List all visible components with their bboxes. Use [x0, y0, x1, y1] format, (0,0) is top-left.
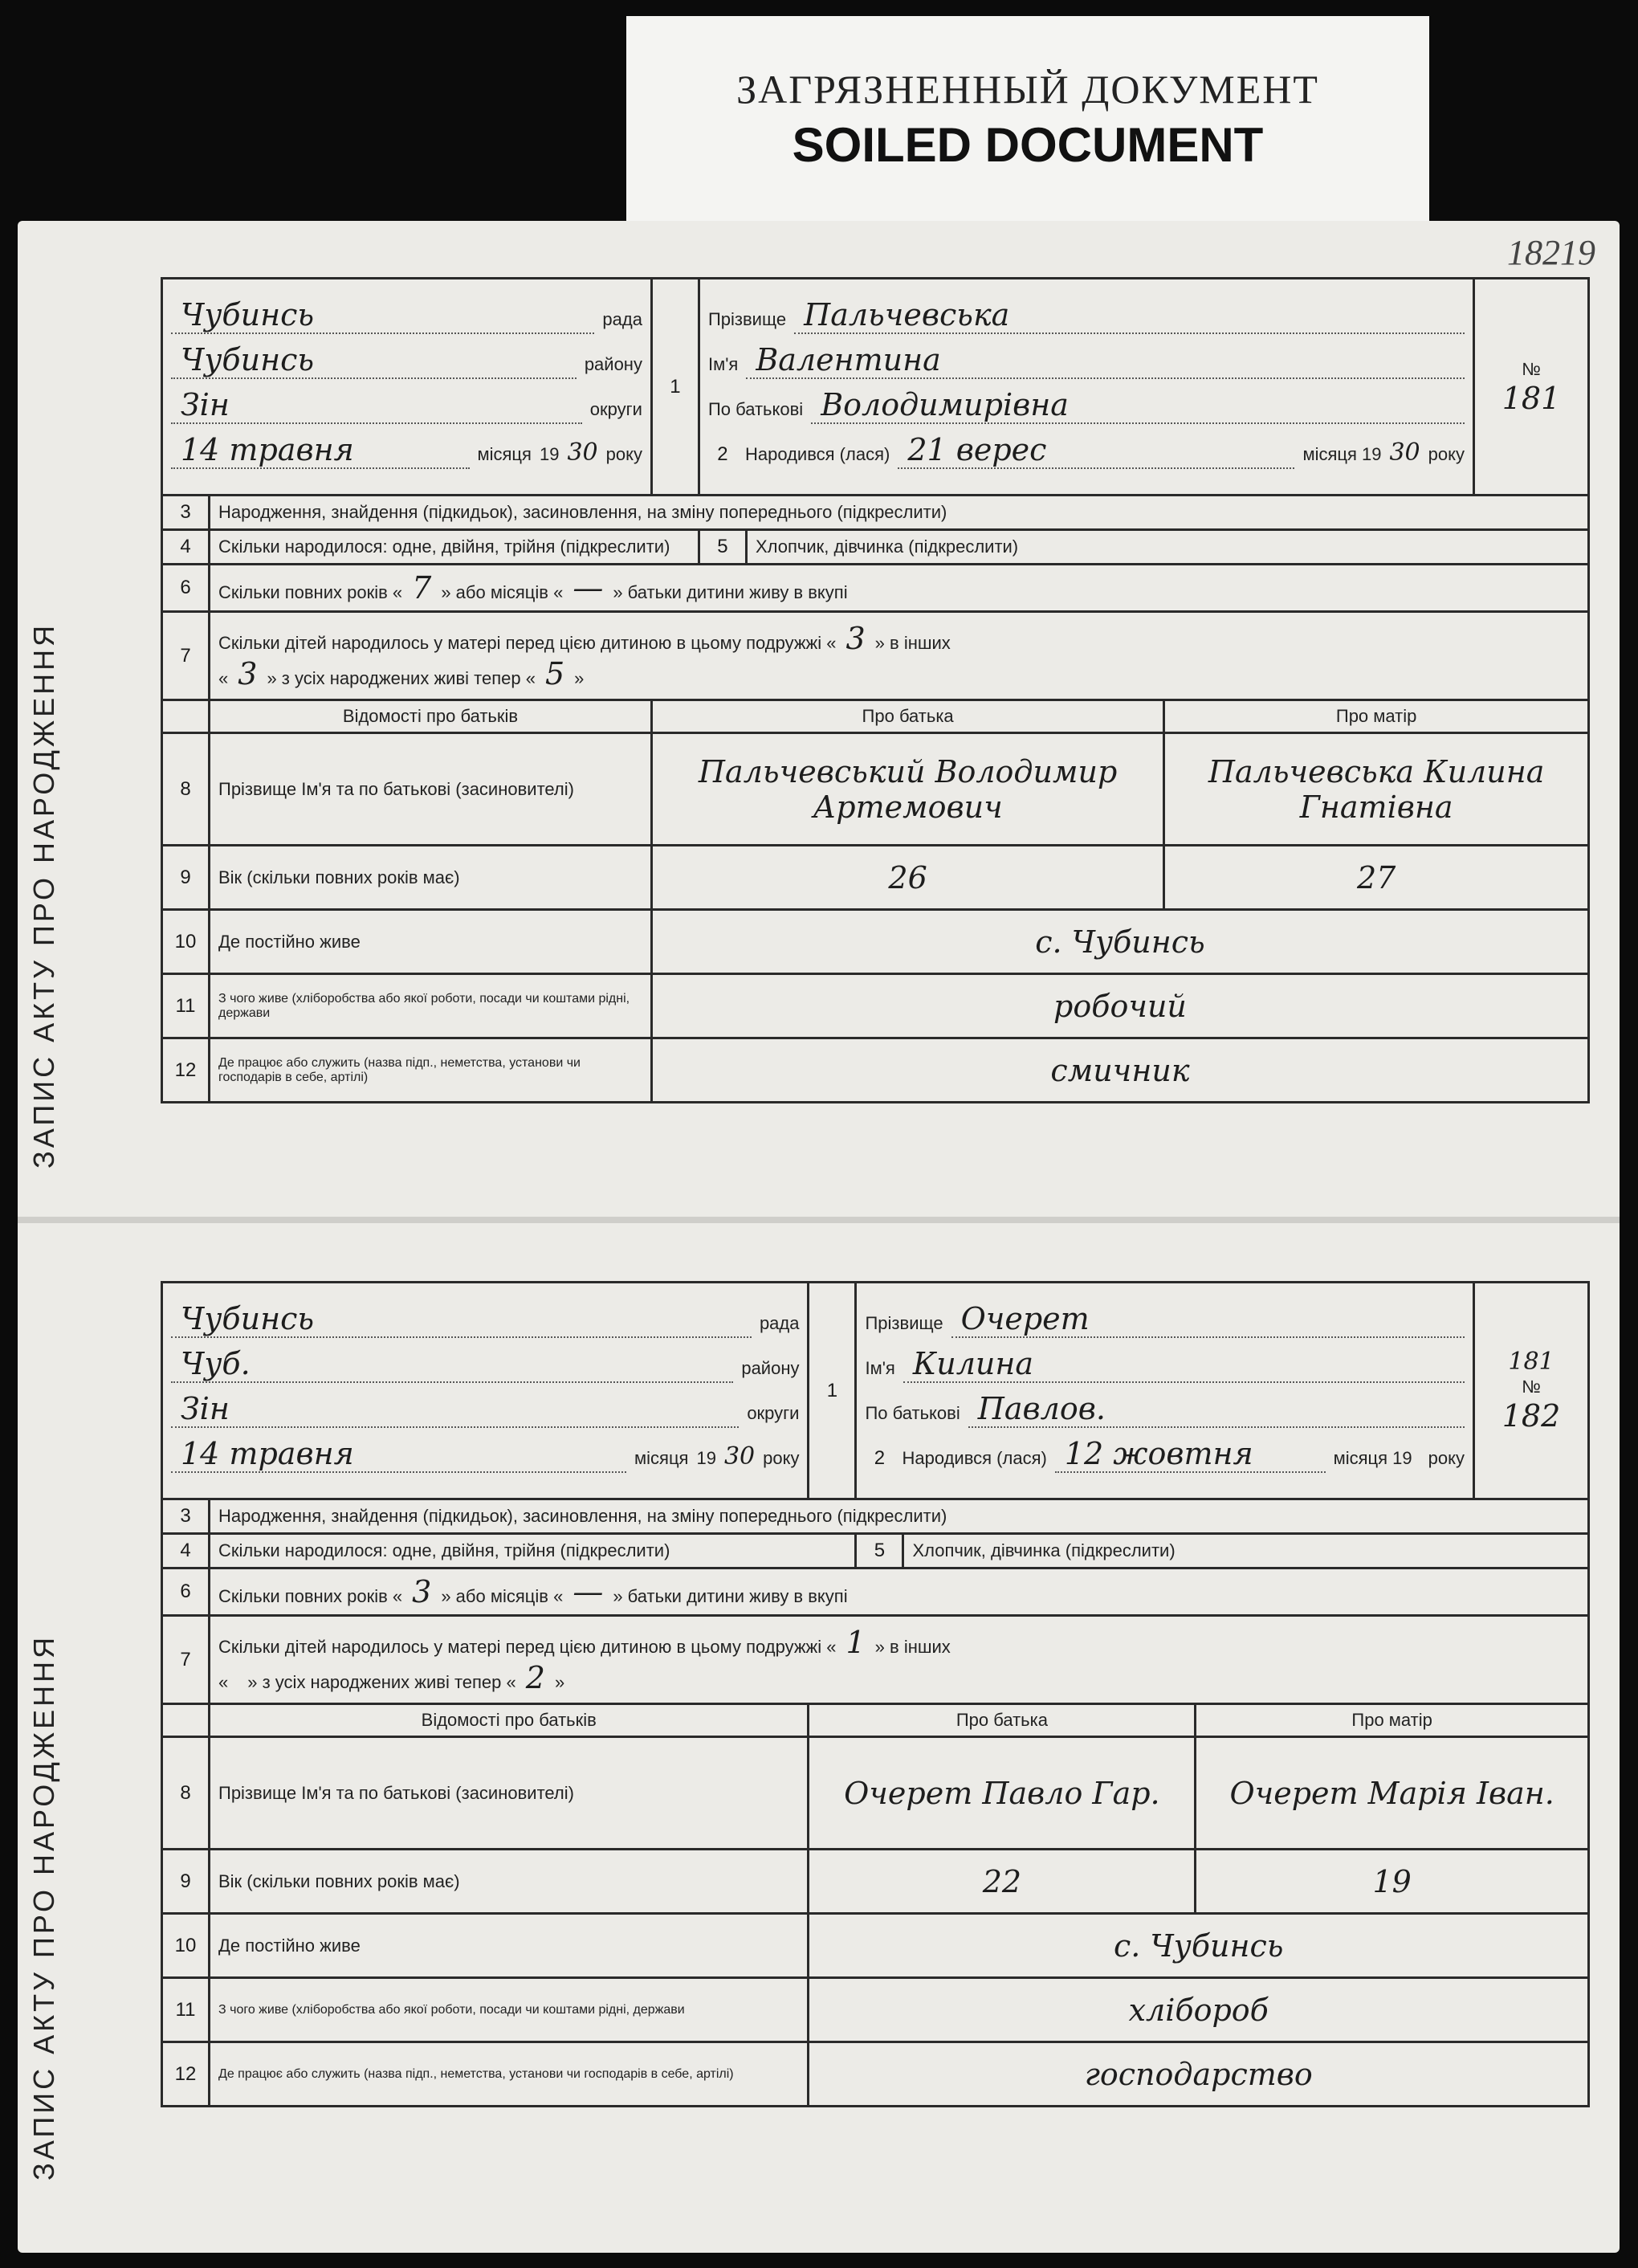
mother-name: Пальчевська Килина Гнатівна: [1164, 733, 1589, 846]
father-name: Пальчевський Володимир Артемович: [651, 733, 1163, 846]
child-surname: Очерет: [960, 1300, 1090, 1336]
mother-name: Очерет Марія Іван.: [1196, 1737, 1589, 1850]
birth-record-1: [161, 277, 1590, 1217]
child-name-block: Прізвище Пальчевська Ім'я Валентина По батькові Володимирівна 2 Народився (лася) 21 верес місяця 19 30 року: [699, 279, 1473, 496]
record-number: 181 № 182: [1474, 1283, 1589, 1499]
child-patronymic: Павлов.: [977, 1390, 1106, 1426]
child-name: Валентина: [756, 341, 941, 377]
record-table: Чубинсь рада Чубинсь району Зін округи 14 травня місяця 19 30 року 1 Прізвище Пальчевська Ім'я Валентина По батькові Володимирівна 2 Народився (лася) 21 верес місяця 19 30 року № 181 3 Народження, знайдення (підкидьок), засиновлення, на зміну попереднього (підкреслити) 4 Скільки народилося: одне, двійня, трійня (підкреслити) 5 Хлопчик, дівчинка (підкреслити) 6 Скільки повних років « 7 » або місяців « — » батьки дитини живу в вкупі 7 Скільки дітей народилось у матері перед цією дитиною в цьому подружжі « 3 » в інших « 3 » з усіх народжених живі тепер « 5 » Відомості про батьків Про батька Про матір 8 Прізвище Ім'я та по батькові (засиновителі) Пальчевський Володимир Артемович Пальчевська Килина Гнатівна 9 Вік (скільки повних років має) 26 27 10 Де постійно живе с. Чубинсь 11 З чого живе (хліборобства або якої роботи, посади чи коштами рідні, держави робочий 12 Де працює або служить (назва підп., неметства, установи чи господарів в себе, артілі) смичник: [161, 277, 1590, 1103]
soiled-document-label: [626, 16, 1429, 225]
page-fold: [18, 1217, 1620, 1223]
child-surname: Пальчевська: [804, 296, 1010, 332]
child-name: Килина: [912, 1345, 1034, 1381]
label-line-russian: ЗАГРЯЗНЕННЫЙ ДОКУМЕНТ: [736, 67, 1319, 112]
location-block: Чубинсь рада Чубинсь району Зін округи 14 травня місяця 19 30 року: [162, 279, 652, 496]
label-line-english: SOILED DOCUMENT: [792, 118, 1264, 172]
archive-number: 18219: [1507, 233, 1595, 272]
birth-record-2: [161, 1281, 1590, 2221]
document-page: 18219 Чубинсь рада Чубинсь району Зін округи 14 травня місяця 19 30 року 1 Прізвище Пальчевська Ім'я Валентина По батькові Володимирівна 2 Народився (лася) 21 верес місяця 19 30 року № 181 3 Народження, знайдення (підкидьок), засиновлення, на зміну попереднього (підкреслити) 4 Скільки народилося: одне, двійня, трійня (підкреслити) 5 Хлопчик, дівчинка (підкреслити) 6 Скільки повних років « 7 » або місяців « — » батьки дитини живу в вкупі 7 Скільки дітей народилось у матері перед цією дитиною в цьому подружжі « 3 » в інших « 3 » з усіх народжених живі тепер « 5 » Відомості про батьків Про батька Про матір 8 Прізвище Ім'я та по батькові (засиновителі) Пальчевський Володимир Артемович Пальчевська Килина Гнатівна 9 Вік (скільки повних років має) 26 27 10 Де постійно живе с. Чубинсь 11 З чого живе (хліборобства або якої роботи, посади чи коштами рідні, держави робочий 12 Де працює або служить (назва підп., неметства, установи чи господарів в себе, артілі) смичник Чубинсь рада Чуб. району Зін округи 14 травня місяця 19 30 року 1 Прізвище Очерет Ім'я Килина По батькові Павлов. 2 Народився (лася) 12 жовтня місяця 19 року 181 № 182 3 Народження, знайдення (підкидьок), засиновлення, на зміну попереднього (підкреслити) 4 Скільки народилося: одне, двійня, трійня (підкреслити) 5 Хлопчик, дівчинка (підкреслити) 6 Скільки повних років « 3 » або місяців « — » батьки дитини живу в вкупі 7 Скільки дітей народилось у матері перед цією дитиною в цьому подружжі « 1 » в інших « » з усіх народжених живі тепер « 2 » Відомості про батьків Про батька Про матір 8 Прізвище Ім'я та по батькові (засиновителі) Очерет Павло Гар. Очерет Марія Іван. 9 Вік (скільки повних років має) 22 19 10 Де постійно живе с. Чубинсь 11 З чого живе (хліборобства або якої роботи, посади чи коштами рідні, держави хлібороб 12 Де працює або служить (назва підп., неметства, установи чи господарів в себе, артілі) господарство ЗАПИС АКТУ ПРО НАРОДЖЕННЯ ЗАПИС АКТУ ПРО НАРОДЖЕННЯ: [18, 221, 1620, 2253]
record-number: № 181: [1474, 279, 1589, 496]
father-name: Очерет Павло Гар.: [809, 1737, 1196, 1850]
child-patronymic: Володимирівна: [821, 386, 1069, 422]
record-table: Чубинсь рада Чуб. району Зін округи 14 травня місяця 19 30 року 1 Прізвище Очерет Ім'я Килина По батькові Павлов. 2 Народився (лася) 12 жовтня місяця 19 року 181 № 182 3 Народження, знайдення (підкидьок), засиновлення, на зміну попереднього (підкреслити) 4 Скільки народилося: одне, двійня, трійня (підкреслити) 5 Хлопчик, дівчинка (підкреслити) 6 Скільки повних років « 3 » або місяців « — » батьки дитини живу в вкупі 7 Скільки дітей народилось у матері перед цією дитиною в цьому подружжі « 1 » в інших « » з усіх народжених живі тепер « 2 » Відомості про батьків Про батька Про матір 8 Прізвище Ім'я та по батькові (засиновителі) Очерет Павло Гар. Очерет Марія Іван. 9 Вік (скільки повних років має) 22 19 10 Де постійно живе с. Чубинсь 11 З чого живе (хліборобства або якої роботи, посади чи коштами рідні, держави хлібороб 12 Де працює або служить (назва підп., неметства, установи чи господарів в себе, артілі) господарство: [161, 1281, 1590, 2107]
